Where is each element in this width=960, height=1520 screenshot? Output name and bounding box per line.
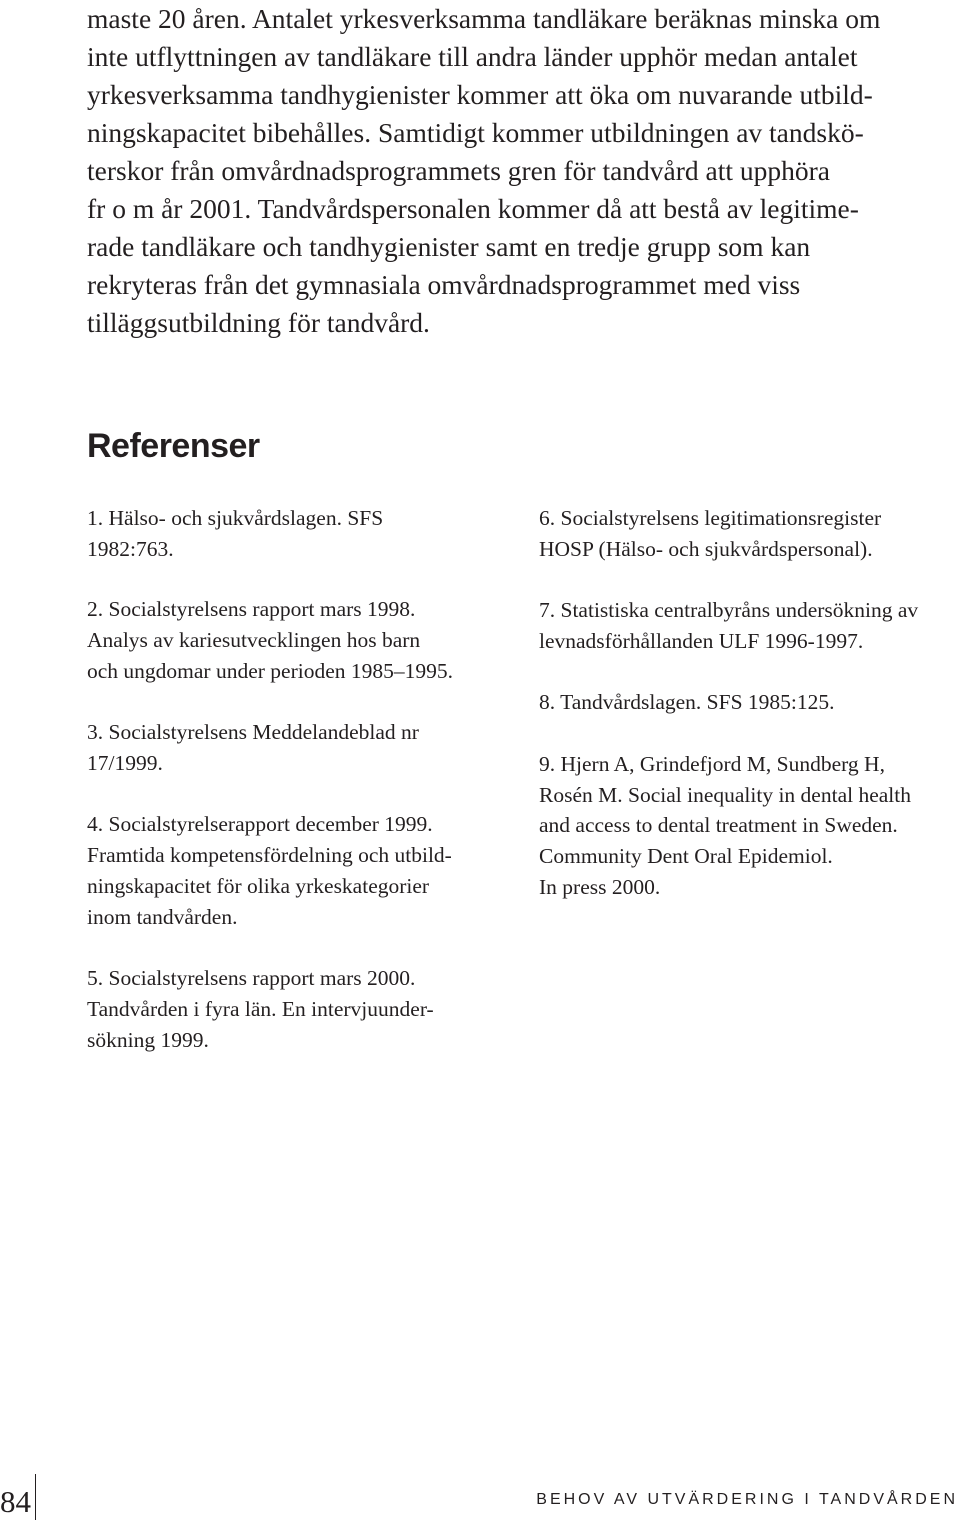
reference-line: 1982:763. bbox=[87, 537, 174, 561]
body-line: maste 20 åren. Antalet yrkesverksamma tandläkare beräknas minska om bbox=[87, 3, 881, 34]
page-number: 84 bbox=[0, 1484, 31, 1519]
reference-line: 17/1999. bbox=[87, 751, 163, 775]
body-line: inte utflyttningen av tandläkare till andra länder upphör medan antalet bbox=[87, 41, 858, 72]
reference-line: ningskapacitet för olika yrkeskategorier bbox=[87, 874, 430, 898]
body-line: rekryteras från det gymnasiala omvårdnadsprogrammet med viss bbox=[87, 269, 801, 300]
reference-line: sökning 1999. bbox=[87, 1028, 209, 1052]
reference-line: och ungdomar under perioden 1985–1995. bbox=[87, 659, 454, 683]
references-heading: Referenser bbox=[87, 427, 260, 465]
reference-line: HOSP (Hälso- och sjukvårdspersonal). bbox=[539, 537, 873, 561]
reference-line: Community Dent Oral Epidemiol. bbox=[539, 844, 833, 868]
reference-line: 6. Socialstyrelsens legitimationsregister bbox=[539, 506, 882, 530]
body-line: fr o m år 2001. Tandvårdspersonalen kommer då att bestå av legitime- bbox=[87, 193, 859, 224]
body-line: tilläggsutbildning för tandvård. bbox=[87, 307, 430, 338]
reference-line: 5. Socialstyrelsens rapport mars 2000. bbox=[87, 966, 416, 990]
reference-line: 3. Socialstyrelsens Meddelandeblad nr bbox=[87, 720, 419, 744]
reference-line: Tandvården i fyra län. En intervjuunder- bbox=[87, 997, 434, 1021]
reference-line: inom tandvården. bbox=[87, 905, 238, 929]
body-line: rade tandläkare och tandhygienister samt en tredje grupp som kan bbox=[87, 231, 811, 262]
reference-line: 7. Statistiska centralbyråns undersökning av bbox=[539, 598, 919, 622]
footer-divider bbox=[35, 1474, 36, 1520]
body-line: terskor från omvårdnadsprogrammets gren för tandvård att upphöra bbox=[87, 155, 831, 186]
running-title: BEHOV AV UTVÄRDERING I TANDVÅRDEN bbox=[536, 1491, 958, 1508]
reference-line: In press 2000. bbox=[539, 875, 661, 899]
reference-line: Framtida kompetensfördelning och utbild- bbox=[87, 843, 452, 867]
reference-line: Rosén M. Social inequality in dental health bbox=[539, 783, 911, 807]
reference-line: 2. Socialstyrelsens rapport mars 1998. bbox=[87, 597, 416, 621]
body-line: yrkesverksamma tandhygienister kommer att öka om nuvarande utbild- bbox=[87, 79, 873, 110]
reference-line: 9. Hjern A, Grindefjord M, Sundberg H, bbox=[539, 752, 885, 776]
reference-line: 4. Socialstyrelserapport december 1999. bbox=[87, 812, 433, 836]
reference-line: Analys av kariesutvecklingen hos barn bbox=[87, 628, 421, 652]
reference-line: 1. Hälso- och sjukvårdslagen. SFS bbox=[87, 506, 384, 530]
reference-line: levnadsförhållanden ULF 1996-1997. bbox=[539, 629, 864, 653]
reference-line: and access to dental treatment in Sweden. bbox=[539, 813, 898, 837]
reference-line: 8. Tandvårdslagen. SFS 1985:125. bbox=[539, 690, 835, 714]
body-line: ningskapacitet bibehålles. Samtidigt kommer utbildningen av tandskö- bbox=[87, 117, 864, 148]
